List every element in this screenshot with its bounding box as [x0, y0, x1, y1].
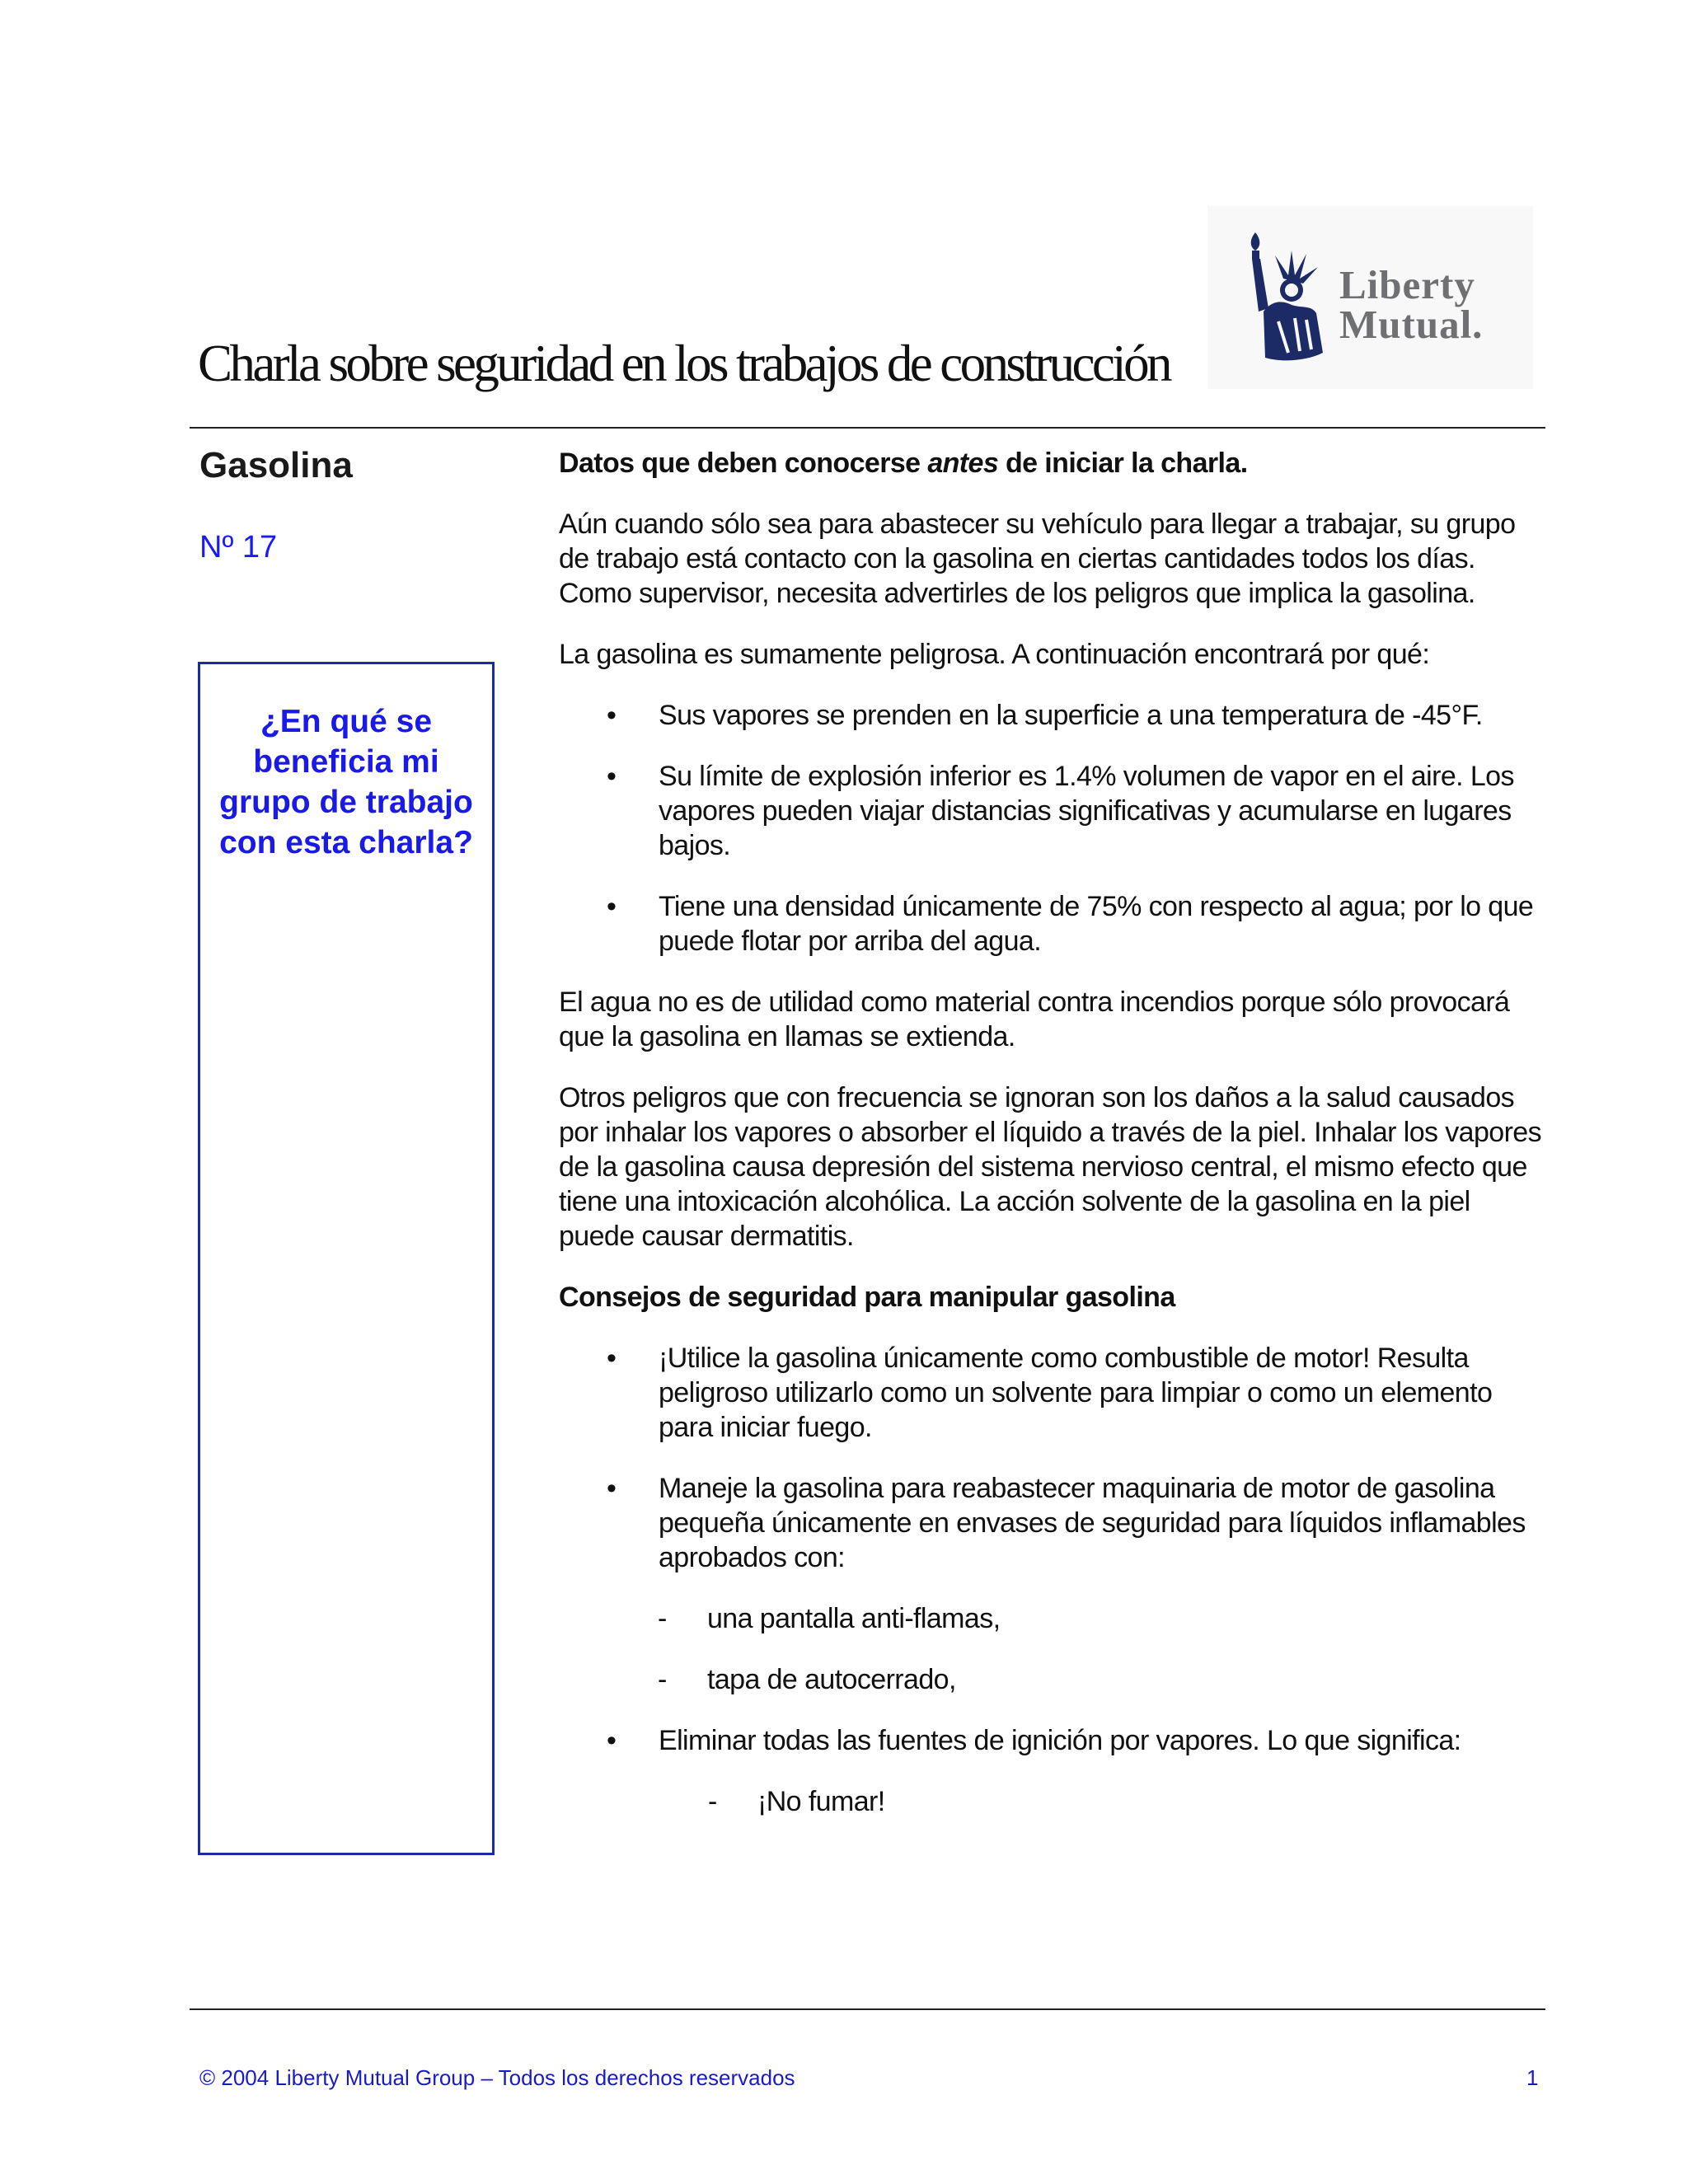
- copyright-notice: © 2004 Liberty Mutual Group – Todos los derechos reservados: [199, 2065, 795, 2090]
- list-item: • Sus vapores se prenden en la superficie a una temperatura de -45°F.: [607, 700, 1483, 731]
- list-item: • Maneje la gasolina para reabastecer maquinaria de motor de gasolina pequeña únicamente en envases de seguridad para líquidos inflamables aprobados con:: [607, 1473, 1526, 1573]
- list-item: - una pantalla anti-flamas,: [658, 1603, 1001, 1634]
- ignition-list: [559, 1723, 1548, 1758]
- list-item: - ¡No fumar!: [708, 1786, 885, 1817]
- tips-list: [559, 1341, 1548, 1575]
- dash-icon: -: [658, 1603, 667, 1634]
- footer-divider: [190, 2008, 1545, 2010]
- tips-heading: Consejos de seguridad para manipular gasolina: [559, 1282, 1175, 1313]
- list-item: • Su límite de explosión inferior es 1.4% volumen de vapor en el aire. Los vapores pueden viajar distancias significativas y acumularse en lugares bajos.: [607, 761, 1514, 861]
- bullet-icon: •: [607, 761, 617, 792]
- intro-paragraph: Aún cuando sólo sea para abastecer su vehículo para llegar a trabajar, su grupo de trabajo está contacto con la gasolina en ciertas cantidades todos los días. Como supervisor, necesita advertirles de los peligros que implica la gasolina.: [559, 509, 1516, 609]
- benefit-question: ¿En qué se beneficia mi grupo de trabajo con esta charla?: [219, 704, 473, 860]
- dash-icon: -: [708, 1786, 717, 1817]
- page-title: Charla sobre seguridad en los trabajos de construcción: [198, 335, 1170, 392]
- bullet-icon: •: [607, 1343, 617, 1374]
- topic-title: Gasolina: [199, 445, 353, 485]
- list-item: • Eliminar todas las fuentes de ignición por vapores. Lo que significa:: [607, 1725, 1461, 1756]
- list-item: • Tiene una densidad únicamente de 75% con respecto al agua; por lo que puede flotar por arriba del agua.: [607, 891, 1534, 957]
- benefit-notes-box: [198, 662, 495, 1855]
- water-paragraph: El agua no es de utilidad como material contra incendios porque sólo provocará que la gasolina en llamas se extienda.: [559, 987, 1510, 1052]
- health-paragraph: Otros peligros que con frecuencia se ignoran son los daños a la salud causados por inhalar los vapores o absorber el líquido a través de la piel. Inhalar los vapores de la gasolina causa depresión del sistema nervioso central, el mismo efecto que tiene una intoxicación alcohólica. La acción solvente de la gasolina en la piel puede causar dermatitis.: [559, 1082, 1542, 1252]
- header-divider: [190, 427, 1545, 429]
- bullet-icon: •: [607, 1473, 617, 1504]
- logo-wordmark-line2: Mutual.: [1339, 302, 1484, 347]
- page-number: 1: [1526, 2065, 1539, 2090]
- hazard-intro: La gasolina es sumamente peligrosa. A continuación encontrará por qué:: [559, 639, 1430, 670]
- statue-of-liberty-icon: [1240, 229, 1339, 365]
- list-item: • ¡Utilice la gasolina únicamente como combustible de motor! Resulta peligroso utilizarlo como un solvente para limpiar o como un elemento para iniciar fuego.: [607, 1343, 1493, 1443]
- bullet-icon: •: [607, 1725, 617, 1756]
- bullet-icon: •: [607, 891, 617, 922]
- main-content: [559, 446, 1548, 1845]
- bullet-icon: •: [607, 700, 617, 731]
- intro-heading: Datos que deben conocerse antes de iniciar la charla.: [559, 448, 1248, 479]
- dash-icon: -: [658, 1664, 667, 1695]
- list-item: - tapa de autocerrado,: [658, 1664, 956, 1695]
- hazard-list: [559, 698, 1548, 958]
- logo-wordmark-line1: Liberty: [1339, 262, 1475, 307]
- company-logo: [1207, 206, 1533, 389]
- talk-number: Nº 17: [199, 530, 278, 565]
